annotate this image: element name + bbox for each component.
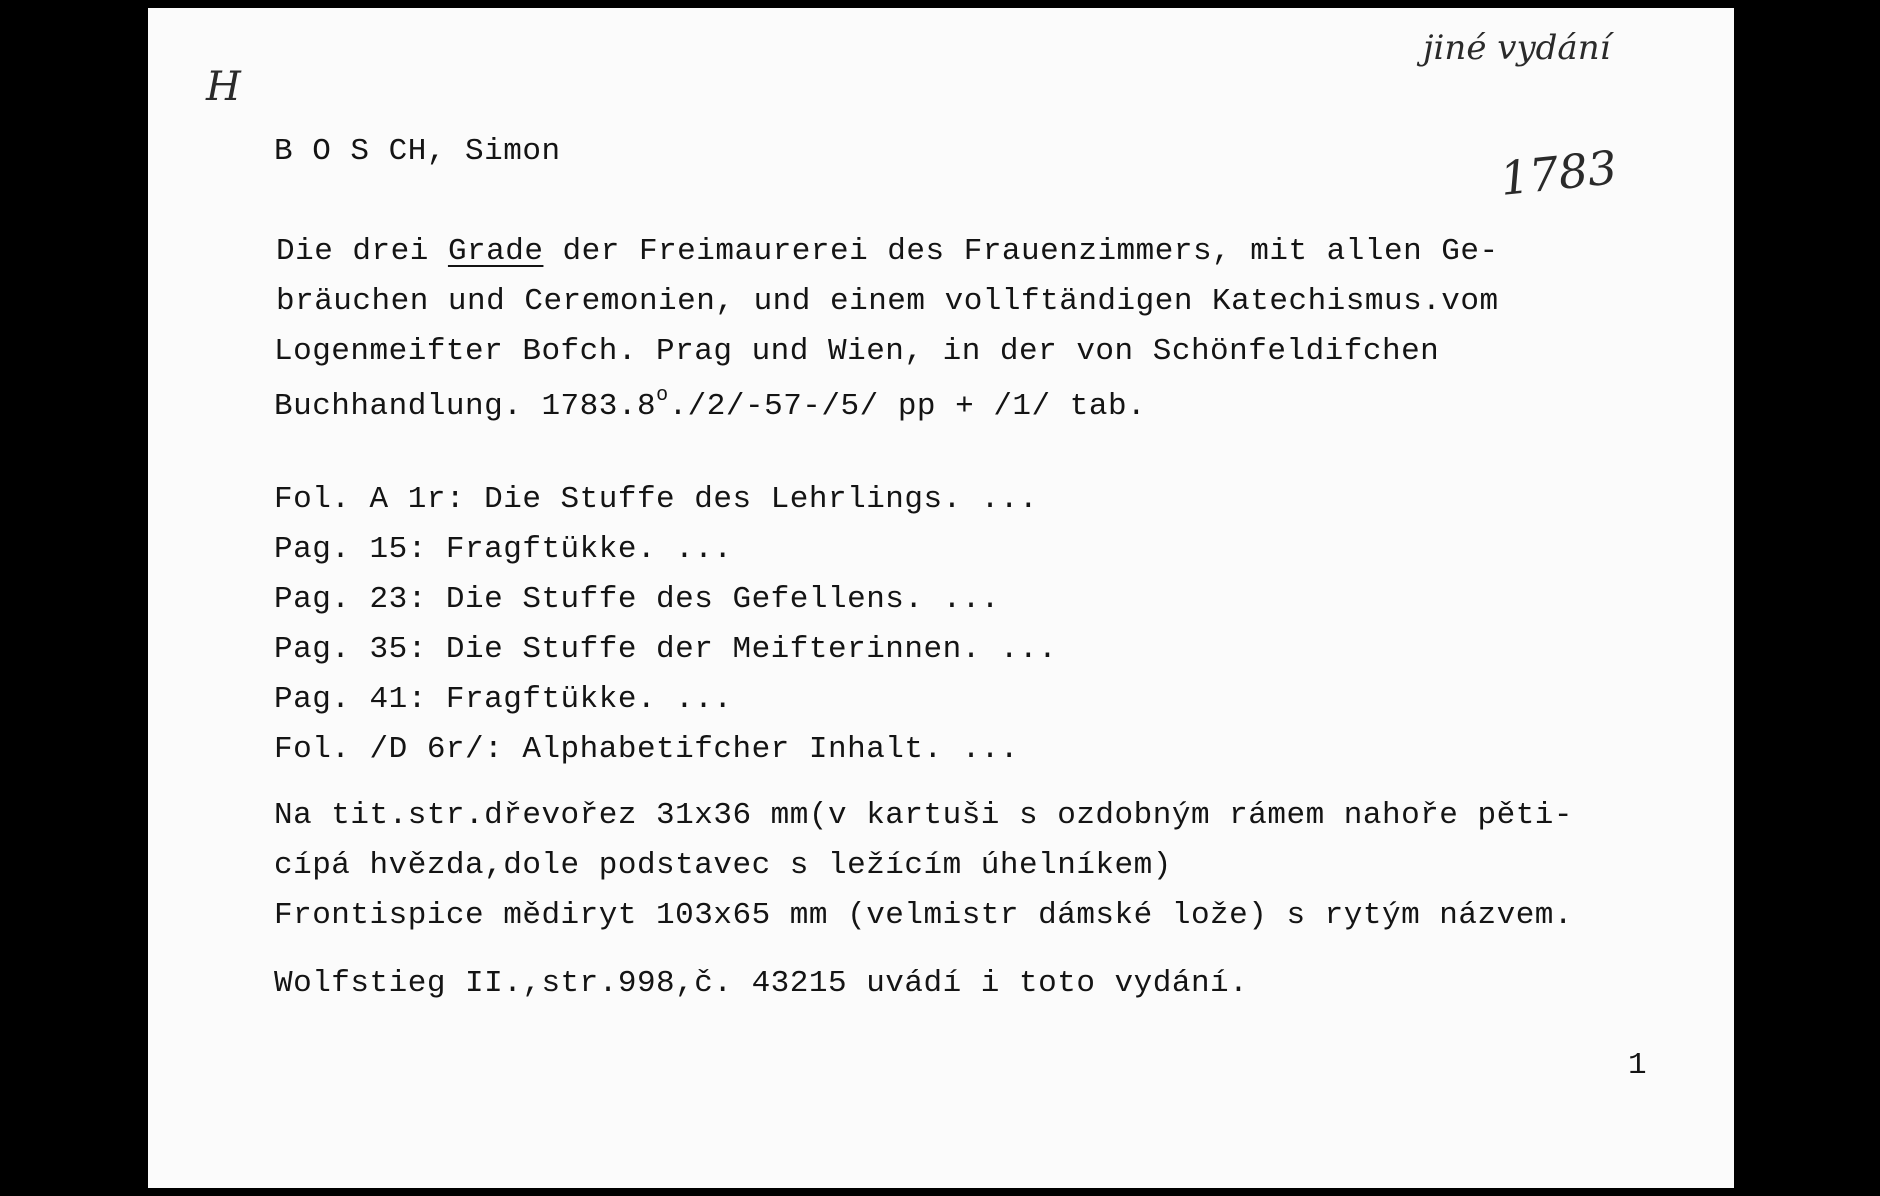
note-line: Frontispice mědiryt 103x65 mm (velmistr dámské lože) s rytým názvem.	[274, 898, 1574, 933]
underlined-word: Grade	[447, 234, 544, 269]
author-heading: B O S CH, Simon	[274, 134, 561, 169]
contents-line: Fol. /D 6r/: Alphabetifcher Inhalt. ...	[274, 732, 1020, 767]
title-line-3: Logenmeifter Bofch. Prag und Wien, in der von Schönfeldifchen	[274, 334, 1440, 369]
contents-line: Fol. A 1r: Die Stuffe des Lehrlings. ...	[274, 482, 1039, 517]
contents-line: Pag. 41: Fragftükke. ...	[274, 682, 733, 717]
note-line: Na tit.str.dřevořez 31x36 mm(v kartuši s ozdobným rámem nahoře pěti-	[274, 798, 1574, 833]
corner-letter-annotation: H	[206, 64, 241, 110]
catalog-card	[148, 8, 1734, 1188]
title-line-4: Buchhandlung. 1783.8$^o$./2/-57-/5/ pp + /1/ tab.	[274, 384, 1147, 424]
title-line-1: Die drei Grade der Freimaurerei des Frauenzimmers, mit allen Ge-	[276, 234, 1499, 269]
page-number: 1	[1628, 1048, 1648, 1083]
bibliographic-reference: Wolfstieg II.,str.998,č. 43215 uvádí i toto vydání.	[274, 966, 1249, 1001]
handwritten-note-top: jiné vydání	[1423, 28, 1611, 68]
contents-line: Pag. 35: Die Stuffe der Meifterinnen. ...	[274, 632, 1058, 667]
title-line-2: bräuchen und Ceremonien, und einem vollftändigen Katechismus.vom	[276, 284, 1499, 319]
handwritten-year: 1783	[1497, 140, 1620, 206]
contents-line: Pag. 23: Die Stuffe des Gefellens. ...	[274, 582, 1000, 617]
note-line: cípá hvězda,dole podstavec s ležícím úhelníkem)	[274, 848, 1172, 883]
contents-line: Pag. 15: Fragftükke. ...	[274, 532, 733, 567]
